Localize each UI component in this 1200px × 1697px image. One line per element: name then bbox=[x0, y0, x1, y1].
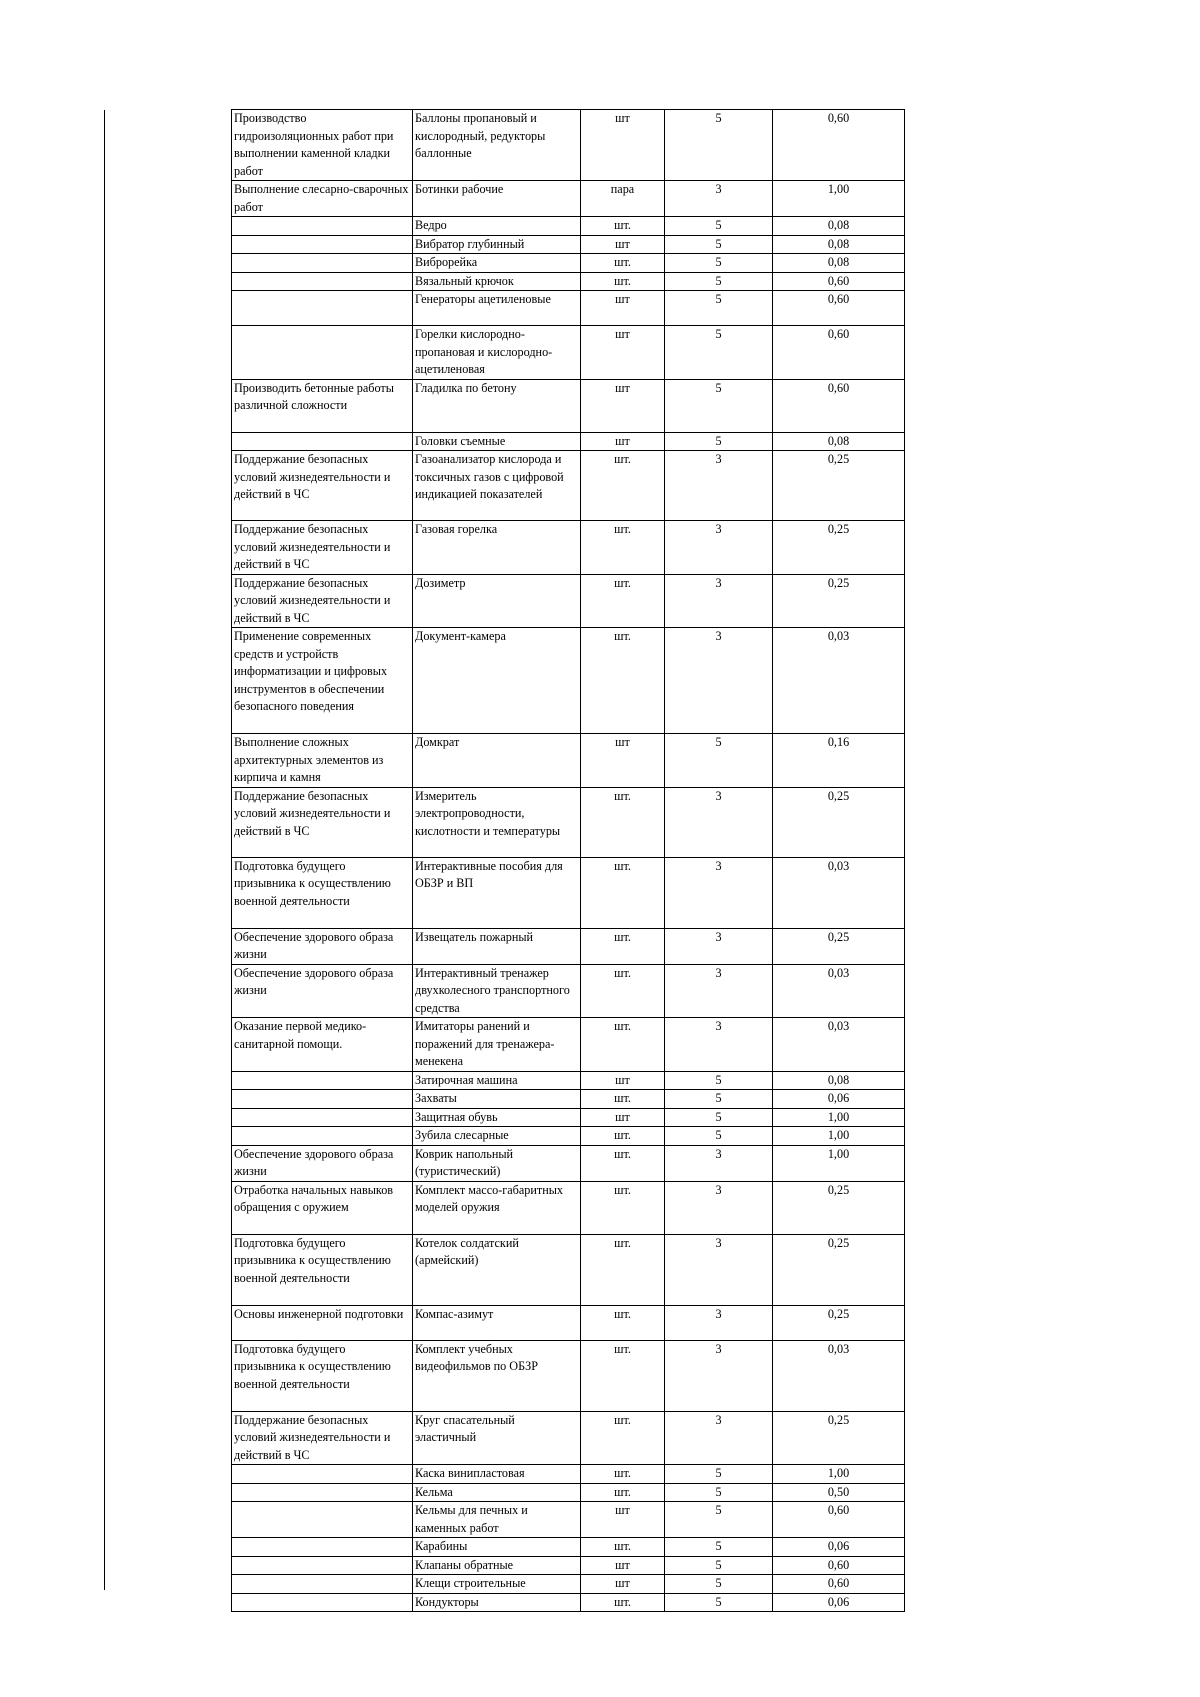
item-name-cell: Имитаторы ранений и поражений для тренажера-менекена bbox=[413, 1018, 581, 1072]
unit-cell: шт. bbox=[581, 451, 665, 521]
quantity-cell: 3 bbox=[665, 964, 773, 1018]
table-row bbox=[232, 787, 905, 857]
quantity-cell: 3 bbox=[665, 1018, 773, 1072]
item-name-cell: Виброрейка bbox=[413, 254, 581, 273]
unit-cell: шт. bbox=[581, 254, 665, 273]
rate-cell: 0,06 bbox=[773, 1538, 905, 1557]
quantity-cell: 3 bbox=[665, 1234, 773, 1305]
activity-cell bbox=[232, 254, 413, 273]
activity-cell bbox=[232, 1575, 413, 1594]
item-name-cell: Дозиметр bbox=[413, 574, 581, 628]
rate-cell: 1,00 bbox=[773, 181, 905, 217]
table-row bbox=[232, 1593, 905, 1612]
rate-cell: 0,60 bbox=[773, 110, 905, 181]
rate-cell: 0,16 bbox=[773, 734, 905, 788]
quantity-cell: 5 bbox=[665, 235, 773, 254]
activity-cell bbox=[232, 1090, 413, 1109]
rate-cell: 0,60 bbox=[773, 291, 905, 326]
rate-cell: 0,25 bbox=[773, 1234, 905, 1305]
item-name-cell: Компас-азимут bbox=[413, 1305, 581, 1340]
quantity-cell: 5 bbox=[665, 326, 773, 380]
item-name-cell: Комплект учебных видеофильмов по ОБЗР bbox=[413, 1340, 581, 1411]
rate-cell: 1,00 bbox=[773, 1465, 905, 1484]
rate-cell: 0,60 bbox=[773, 326, 905, 380]
activity-cell: Подготовка будущего призывника к осуществлению военной деятельности bbox=[232, 857, 413, 928]
quantity-cell: 5 bbox=[665, 1575, 773, 1594]
activity-cell bbox=[232, 432, 413, 451]
quantity-cell: 5 bbox=[665, 254, 773, 273]
rate-cell: 0,25 bbox=[773, 1181, 905, 1234]
table-row bbox=[232, 379, 905, 432]
activity-cell: Поддержание безопасных условий жизнедеятельности и действий в ЧС bbox=[232, 787, 413, 857]
item-name-cell: Комплект массо-габаритных моделей оружия bbox=[413, 1181, 581, 1234]
item-name-cell: Круг спасательный эластичный bbox=[413, 1411, 581, 1465]
table-row bbox=[232, 181, 905, 217]
table-row bbox=[232, 521, 905, 575]
activity-cell: Обеспечение здорового образа жизни bbox=[232, 964, 413, 1018]
activity-cell bbox=[232, 1593, 413, 1612]
quantity-cell: 5 bbox=[665, 1071, 773, 1090]
item-name-cell: Вязальный крючок bbox=[413, 272, 581, 291]
item-name-cell: Ботинки рабочие bbox=[413, 181, 581, 217]
rate-cell: 0,60 bbox=[773, 1556, 905, 1575]
table-row bbox=[232, 451, 905, 521]
table-row bbox=[232, 734, 905, 788]
table-row bbox=[232, 1538, 905, 1557]
unit-cell: шт. bbox=[581, 1593, 665, 1612]
activity-cell: Подготовка будущего призывника к осуществлению военной деятельности bbox=[232, 1234, 413, 1305]
unit-cell: шт. bbox=[581, 574, 665, 628]
table-row bbox=[232, 1411, 905, 1465]
table-row bbox=[232, 928, 905, 964]
unit-cell: шт bbox=[581, 326, 665, 380]
unit-cell: шт bbox=[581, 1575, 665, 1594]
quantity-cell: 5 bbox=[665, 1538, 773, 1557]
quantity-cell: 5 bbox=[665, 291, 773, 326]
item-name-cell: Газоанализатор кислорода и токсичных газов с цифровой индикацией показателей bbox=[413, 451, 581, 521]
item-name-cell: Интерактивный тренажер двухколесного транспортного средства bbox=[413, 964, 581, 1018]
item-name-cell: Захваты bbox=[413, 1090, 581, 1109]
quantity-cell: 3 bbox=[665, 181, 773, 217]
activity-cell: Основы инженерной подготовки bbox=[232, 1305, 413, 1340]
unit-cell: шт. bbox=[581, 1145, 665, 1181]
item-name-cell: Головки съемные bbox=[413, 432, 581, 451]
rate-cell: 0,06 bbox=[773, 1090, 905, 1109]
item-name-cell: Коврик напольный (туристический) bbox=[413, 1145, 581, 1181]
activity-cell bbox=[232, 1108, 413, 1127]
activity-cell bbox=[232, 1127, 413, 1146]
unit-cell: шт. bbox=[581, 857, 665, 928]
unit-cell: шт bbox=[581, 432, 665, 451]
activity-cell: Выполнение сложных архитектурных элементов из кирпича и камня bbox=[232, 734, 413, 788]
table-row bbox=[232, 235, 905, 254]
table-row bbox=[232, 291, 905, 326]
activity-cell bbox=[232, 272, 413, 291]
activity-cell: Выполнение слесарно-сварочных работ bbox=[232, 181, 413, 217]
page-margin-line bbox=[104, 110, 105, 1590]
activity-cell: Поддержание безопасных условий жизнедеятельности и действий в ЧС bbox=[232, 451, 413, 521]
unit-cell: шт bbox=[581, 1108, 665, 1127]
table-row bbox=[232, 1234, 905, 1305]
table-row bbox=[232, 254, 905, 273]
quantity-cell: 3 bbox=[665, 1305, 773, 1340]
item-name-cell: Каска винипластовая bbox=[413, 1465, 581, 1484]
table-row bbox=[232, 432, 905, 451]
rate-cell: 0,25 bbox=[773, 574, 905, 628]
rate-cell: 0,60 bbox=[773, 1502, 905, 1538]
activity-cell bbox=[232, 1556, 413, 1575]
quantity-cell: 3 bbox=[665, 1411, 773, 1465]
unit-cell: шт. bbox=[581, 628, 665, 734]
table-row bbox=[232, 1108, 905, 1127]
item-name-cell: Кельмы для печных и каменных работ bbox=[413, 1502, 581, 1538]
quantity-cell: 3 bbox=[665, 628, 773, 734]
unit-cell: шт bbox=[581, 1556, 665, 1575]
activity-cell: Поддержание безопасных условий жизнедеятельности и действий в ЧС bbox=[232, 574, 413, 628]
quantity-cell: 5 bbox=[665, 1483, 773, 1502]
rate-cell: 0,06 bbox=[773, 1593, 905, 1612]
table-row bbox=[232, 110, 905, 181]
unit-cell: шт. bbox=[581, 521, 665, 575]
rate-cell: 0,08 bbox=[773, 1071, 905, 1090]
rate-cell: 0,08 bbox=[773, 432, 905, 451]
item-name-cell: Затирочная машина bbox=[413, 1071, 581, 1090]
activity-cell bbox=[232, 1071, 413, 1090]
quantity-cell: 5 bbox=[665, 1465, 773, 1484]
item-name-cell: Зубила слесарные bbox=[413, 1127, 581, 1146]
table-row bbox=[232, 1145, 905, 1181]
unit-cell: шт. bbox=[581, 1411, 665, 1465]
unit-cell: шт. bbox=[581, 217, 665, 236]
unit-cell: шт. bbox=[581, 1234, 665, 1305]
unit-cell: шт bbox=[581, 734, 665, 788]
item-name-cell: Клещи строительные bbox=[413, 1575, 581, 1594]
table-row bbox=[232, 1071, 905, 1090]
item-name-cell: Клапаны обратные bbox=[413, 1556, 581, 1575]
unit-cell: шт. bbox=[581, 928, 665, 964]
quantity-cell: 3 bbox=[665, 1181, 773, 1234]
activity-cell bbox=[232, 1538, 413, 1557]
unit-cell: шт bbox=[581, 110, 665, 181]
activity-cell: Производить бетонные работы различной сложности bbox=[232, 379, 413, 432]
table-row bbox=[232, 272, 905, 291]
quantity-cell: 3 bbox=[665, 928, 773, 964]
unit-cell: шт. bbox=[581, 1483, 665, 1502]
rate-cell: 0,25 bbox=[773, 928, 905, 964]
item-name-cell: Вибратор глубинный bbox=[413, 235, 581, 254]
quantity-cell: 5 bbox=[665, 110, 773, 181]
item-name-cell: Генераторы ацетиленовые bbox=[413, 291, 581, 326]
rate-cell: 0,08 bbox=[773, 254, 905, 273]
rate-cell: 0,03 bbox=[773, 1340, 905, 1411]
table-row bbox=[232, 1127, 905, 1146]
rate-cell: 0,25 bbox=[773, 451, 905, 521]
item-name-cell: Домкрат bbox=[413, 734, 581, 788]
activity-cell bbox=[232, 1483, 413, 1502]
table-row bbox=[232, 1575, 905, 1594]
table-row bbox=[232, 628, 905, 734]
unit-cell: шт. bbox=[581, 272, 665, 291]
quantity-cell: 5 bbox=[665, 1502, 773, 1538]
activity-cell: Оказание первой медико-санитарной помощи. bbox=[232, 1018, 413, 1072]
rate-cell: 0,25 bbox=[773, 1411, 905, 1465]
rate-cell: 1,00 bbox=[773, 1127, 905, 1146]
rate-cell: 0,03 bbox=[773, 628, 905, 734]
table-row bbox=[232, 1181, 905, 1234]
quantity-cell: 5 bbox=[665, 432, 773, 451]
unit-cell: шт. bbox=[581, 1340, 665, 1411]
unit-cell: шт bbox=[581, 1502, 665, 1538]
table-row bbox=[232, 326, 905, 380]
rate-cell: 0,08 bbox=[773, 217, 905, 236]
unit-cell: шт bbox=[581, 235, 665, 254]
rate-cell: 0,25 bbox=[773, 787, 905, 857]
item-name-cell: Ведро bbox=[413, 217, 581, 236]
quantity-cell: 5 bbox=[665, 272, 773, 291]
item-name-cell: Кельма bbox=[413, 1483, 581, 1502]
quantity-cell: 5 bbox=[665, 1127, 773, 1146]
rate-cell: 0,03 bbox=[773, 1018, 905, 1072]
unit-cell: шт. bbox=[581, 1090, 665, 1109]
unit-cell: шт. bbox=[581, 964, 665, 1018]
item-name-cell: Газовая горелка bbox=[413, 521, 581, 575]
table-row bbox=[232, 1340, 905, 1411]
unit-cell: шт. bbox=[581, 1127, 665, 1146]
rate-cell: 0,60 bbox=[773, 272, 905, 291]
unit-cell: пара bbox=[581, 181, 665, 217]
activity-cell bbox=[232, 291, 413, 326]
quantity-cell: 3 bbox=[665, 787, 773, 857]
unit-cell: шт. bbox=[581, 1465, 665, 1484]
activity-cell: Поддержание безопасных условий жизнедеятельности и действий в ЧС bbox=[232, 1411, 413, 1465]
rate-cell: 1,00 bbox=[773, 1145, 905, 1181]
activity-cell bbox=[232, 1465, 413, 1484]
activity-cell: Отработка начальных навыков обращения с оружием bbox=[232, 1181, 413, 1234]
rate-cell: 0,03 bbox=[773, 964, 905, 1018]
item-name-cell: Измеритель электропроводности, кислотности и температуры bbox=[413, 787, 581, 857]
unit-cell: шт. bbox=[581, 1181, 665, 1234]
quantity-cell: 5 bbox=[665, 1090, 773, 1109]
item-name-cell: Баллоны пропановый и кислородный, редукторы баллонные bbox=[413, 110, 581, 181]
equipment-table-body bbox=[232, 110, 905, 1612]
table-row bbox=[232, 217, 905, 236]
activity-cell bbox=[232, 1502, 413, 1538]
quantity-cell: 3 bbox=[665, 1145, 773, 1181]
activity-cell bbox=[232, 235, 413, 254]
rate-cell: 0,60 bbox=[773, 379, 905, 432]
quantity-cell: 3 bbox=[665, 1340, 773, 1411]
equipment-table bbox=[231, 109, 905, 1612]
item-name-cell: Котелок солдатский (армейский) bbox=[413, 1234, 581, 1305]
unit-cell: шт. bbox=[581, 1538, 665, 1557]
quantity-cell: 3 bbox=[665, 857, 773, 928]
quantity-cell: 5 bbox=[665, 217, 773, 236]
rate-cell: 0,25 bbox=[773, 521, 905, 575]
table-row bbox=[232, 1502, 905, 1538]
item-name-cell: Горелки кислородно-пропановая и кислородно-ацетиленовая bbox=[413, 326, 581, 380]
activity-cell: Обеспечение здорового образа жизни bbox=[232, 928, 413, 964]
unit-cell: шт. bbox=[581, 1305, 665, 1340]
table-row bbox=[232, 964, 905, 1018]
item-name-cell: Защитная обувь bbox=[413, 1108, 581, 1127]
rate-cell: 0,60 bbox=[773, 1575, 905, 1594]
unit-cell: шт bbox=[581, 1071, 665, 1090]
quantity-cell: 5 bbox=[665, 1108, 773, 1127]
rate-cell: 0,50 bbox=[773, 1483, 905, 1502]
quantity-cell: 5 bbox=[665, 734, 773, 788]
item-name-cell: Гладилка по бетону bbox=[413, 379, 581, 432]
item-name-cell: Карабины bbox=[413, 1538, 581, 1557]
activity-cell bbox=[232, 326, 413, 380]
activity-cell: Производство гидроизоляционных работ при выполнении каменной кладки работ bbox=[232, 110, 413, 181]
rate-cell: 1,00 bbox=[773, 1108, 905, 1127]
item-name-cell: Документ-камера bbox=[413, 628, 581, 734]
unit-cell: шт. bbox=[581, 1018, 665, 1072]
item-name-cell: Кондукторы bbox=[413, 1593, 581, 1612]
quantity-cell: 5 bbox=[665, 1593, 773, 1612]
activity-cell bbox=[232, 217, 413, 236]
item-name-cell: Извещатель пожарный bbox=[413, 928, 581, 964]
table-row bbox=[232, 1018, 905, 1072]
table-row bbox=[232, 1483, 905, 1502]
activity-cell: Подготовка будущего призывника к осуществлению военной деятельности bbox=[232, 1340, 413, 1411]
quantity-cell: 3 bbox=[665, 574, 773, 628]
activity-cell: Применение современных средств и устройств информатизации и цифровых инструментов в обеспечении безопасного поведения bbox=[232, 628, 413, 734]
table-row bbox=[232, 1305, 905, 1340]
quantity-cell: 3 bbox=[665, 521, 773, 575]
quantity-cell: 5 bbox=[665, 1556, 773, 1575]
unit-cell: шт. bbox=[581, 787, 665, 857]
quantity-cell: 5 bbox=[665, 379, 773, 432]
table-row bbox=[232, 1090, 905, 1109]
activity-cell: Обеспечение здорового образа жизни bbox=[232, 1145, 413, 1181]
table-row bbox=[232, 574, 905, 628]
rate-cell: 0,25 bbox=[773, 1305, 905, 1340]
table-row bbox=[232, 1465, 905, 1484]
activity-cell: Поддержание безопасных условий жизнедеятельности и действий в ЧС bbox=[232, 521, 413, 575]
rate-cell: 0,08 bbox=[773, 235, 905, 254]
table-row bbox=[232, 1556, 905, 1575]
quantity-cell: 3 bbox=[665, 451, 773, 521]
table-row bbox=[232, 857, 905, 928]
item-name-cell: Интерактивные пособия для ОБЗР и ВП bbox=[413, 857, 581, 928]
unit-cell: шт bbox=[581, 291, 665, 326]
rate-cell: 0,03 bbox=[773, 857, 905, 928]
unit-cell: шт bbox=[581, 379, 665, 432]
